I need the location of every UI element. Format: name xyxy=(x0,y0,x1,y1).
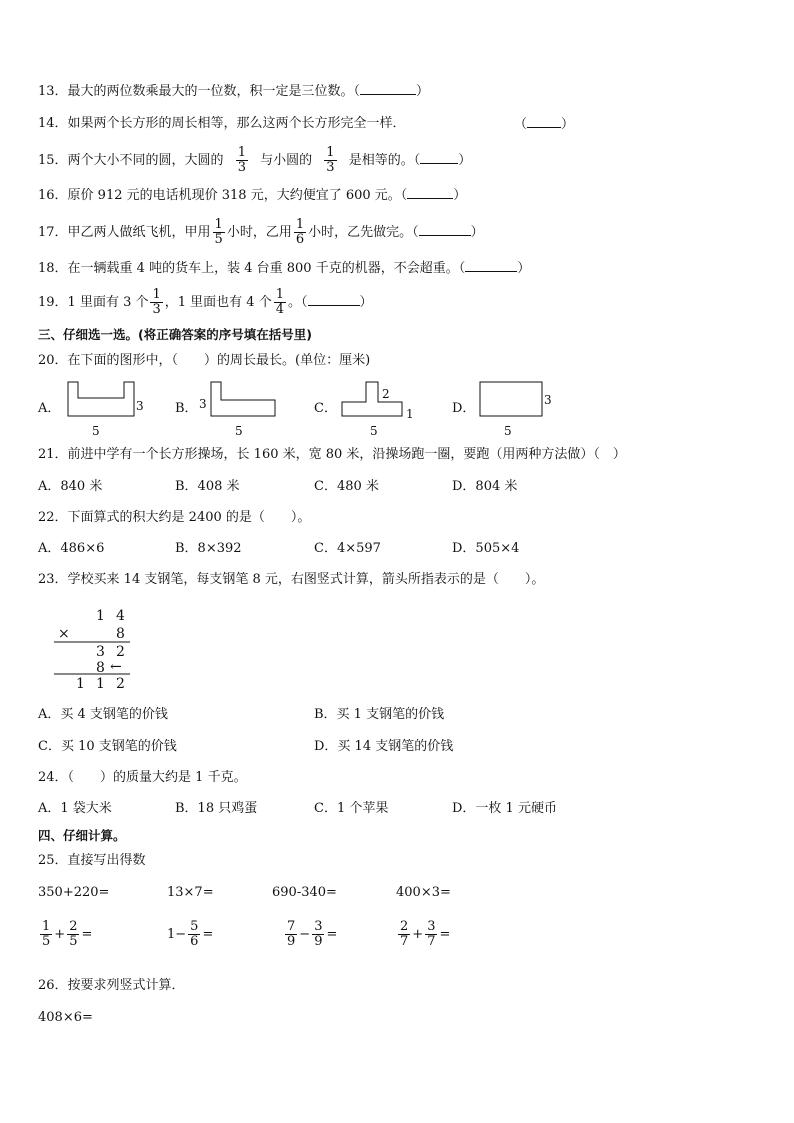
figure-a xyxy=(62,378,142,440)
option-c-label[interactable]: C． xyxy=(314,401,337,416)
question-text: ，1 里面也有 4 个 xyxy=(164,295,272,310)
question-24: 24．（ ）的质量大约是 1 千克。 xyxy=(38,770,247,785)
figure-label: 5 xyxy=(504,424,512,438)
denominator: 9 xyxy=(314,934,323,949)
fraction xyxy=(40,920,52,949)
numerator: 2 xyxy=(400,919,409,934)
numerator: 1 xyxy=(237,145,246,160)
section-heading: 四、仔细计算。 xyxy=(38,828,126,843)
digit: 8 xyxy=(116,626,125,642)
option-b[interactable]: B．408 米 xyxy=(175,479,240,494)
question-text: 14．如果两个长方形的周长相等，那么这两个长方形完全一样． xyxy=(38,116,406,131)
denominator: 7 xyxy=(400,934,409,949)
multiply-sign: × xyxy=(58,626,70,642)
figure-label: 5 xyxy=(235,424,243,438)
option-c[interactable]: C．买 10 支钢笔的价钱 xyxy=(38,739,177,754)
question-text: 13．最大的两位数乘最大的一位数，积一定是三位数。（ xyxy=(38,84,361,99)
question-text: 与小圆的 xyxy=(260,153,313,168)
option-d-label[interactable]: D． xyxy=(452,401,476,416)
figure-c xyxy=(336,378,426,440)
operand: 1− xyxy=(167,927,187,942)
numerator: 1 xyxy=(214,217,223,232)
option-a[interactable]: A．840 米 xyxy=(38,479,103,494)
digit: 2 xyxy=(116,644,125,660)
digit: 8 xyxy=(96,660,105,676)
question-25: 25．直接写出得数 xyxy=(38,853,146,868)
answer-blank[interactable] xyxy=(527,115,561,128)
figure-label: 2 xyxy=(382,387,390,401)
numerator: 1 xyxy=(295,217,305,232)
close-paren: ） xyxy=(458,153,472,168)
question-13 xyxy=(38,82,429,101)
equals: = xyxy=(81,927,93,942)
numerator: 1 xyxy=(152,287,161,302)
fraction xyxy=(274,288,286,317)
figure-label: 3 xyxy=(544,393,552,407)
question-19 xyxy=(38,288,373,317)
option-a[interactable]: A．486×6 xyxy=(38,541,105,556)
figure-label: 3 xyxy=(199,397,207,411)
numerator: 3 xyxy=(314,919,323,934)
calc-item[interactable]: 400×3= xyxy=(396,885,451,900)
option-c[interactable]: C．4×597 xyxy=(314,541,381,556)
denominator: 3 xyxy=(152,302,161,317)
close-paren: ） xyxy=(416,84,430,99)
denominator: 3 xyxy=(326,160,335,175)
question-17 xyxy=(38,218,484,247)
figure-label: 1 xyxy=(406,407,414,421)
answer-blank[interactable] xyxy=(420,151,458,164)
close-paren: ） xyxy=(517,261,531,276)
question-text: 是相等的。（ xyxy=(348,153,421,168)
fraction xyxy=(188,920,200,949)
digit: 1 xyxy=(76,676,85,692)
question-15 xyxy=(38,146,471,175)
answer-blank[interactable] xyxy=(407,186,453,199)
calc-item[interactable]: 350+220= xyxy=(38,885,110,900)
numerator: 5 xyxy=(190,919,199,934)
section-heading: 三、仔细选一选。(将正确答案的序号填在括号里) xyxy=(38,327,312,342)
question-text: 17．甲乙两人做纸飞机，甲用 xyxy=(38,225,211,240)
answer-blank[interactable] xyxy=(465,259,517,272)
numerator: 2 xyxy=(69,919,78,934)
numerator: 1 xyxy=(42,919,51,934)
denominator: 5 xyxy=(214,232,223,247)
fraction xyxy=(324,146,336,175)
fraction xyxy=(150,288,162,317)
fraction-calc[interactable] xyxy=(396,920,450,949)
fraction-calc[interactable] xyxy=(167,920,213,949)
question-14-answer xyxy=(514,115,574,134)
question-26: 26．按要求列竖式计算． xyxy=(38,978,185,993)
option-b-label[interactable]: B． xyxy=(175,401,198,416)
option-c[interactable]: C．1 个苹果 xyxy=(314,801,389,816)
figure-label: 5 xyxy=(370,424,378,438)
figure-label: 5 xyxy=(92,424,100,438)
option-b[interactable]: B．8×392 xyxy=(175,541,242,556)
operator: − xyxy=(299,927,311,942)
question-23: 23．学校买来 14 支钢笔，每支钢笔 8 元，右图竖式计算，箭头所指表示的是（ ）。 xyxy=(38,572,545,587)
fraction xyxy=(285,920,297,949)
denominator: 6 xyxy=(295,232,305,247)
operator: + xyxy=(412,927,424,942)
question-text: 。（ xyxy=(288,295,308,310)
digit: 4 xyxy=(116,608,125,624)
close-paren: ） xyxy=(470,225,484,240)
question-21: 21．前进中学有一个长方形操场，长 160 米，宽 80 米，沿操场跑一圈，要跑（用两种方法做）（ ） xyxy=(38,447,626,462)
numerator: 1 xyxy=(275,287,284,302)
option-c[interactable]: C．480 米 xyxy=(314,479,379,494)
figure-d xyxy=(474,378,564,440)
option-a-label[interactable]: A． xyxy=(38,401,61,416)
fraction xyxy=(312,920,324,949)
open-paren: （ xyxy=(514,117,528,132)
denominator: 9 xyxy=(287,934,296,949)
fraction xyxy=(67,920,79,949)
option-a[interactable]: A．1 袋大米 xyxy=(38,801,112,816)
calc-item[interactable]: 408×6= xyxy=(38,1010,93,1025)
calc-item[interactable]: 13×7= xyxy=(167,885,214,900)
digit: 1 xyxy=(96,676,105,692)
arrow-icon: ← xyxy=(110,659,122,675)
question-16 xyxy=(38,186,466,205)
fraction xyxy=(294,218,306,247)
question-22: 22．下面算式的积大约是 2400 的是（ ）。 xyxy=(38,510,311,525)
denominator: 7 xyxy=(427,934,436,949)
question-text: 16．原价 912 元的电话机现价 318 元，大约便宜了 600 元。（ xyxy=(38,188,408,203)
option-d[interactable]: D．804 米 xyxy=(452,479,518,494)
fraction xyxy=(398,920,410,949)
option-b[interactable]: B．买 1 支钢笔的价钱 xyxy=(314,707,445,722)
question-text: 小时，乙用 xyxy=(226,225,292,240)
calc-item[interactable]: 690-340= xyxy=(272,885,337,900)
option-b[interactable]: B．18 只鸡蛋 xyxy=(175,801,258,816)
question-text: 18．在一辆载重 4 吨的货车上，装 4 台重 800 千克的机器，不会超重。（ xyxy=(38,261,466,276)
close-paren: ） xyxy=(561,117,575,132)
denominator: 5 xyxy=(69,934,78,949)
fraction xyxy=(425,920,437,949)
fraction-calc[interactable] xyxy=(38,920,92,949)
equals: = xyxy=(439,927,451,942)
fraction xyxy=(213,218,225,247)
question-text: 19．1 里面有 3 个 xyxy=(38,295,149,310)
question-20: 20．在下面的图形中，（ ）的周长最长。(单位：厘米) xyxy=(38,353,371,368)
numerator: 7 xyxy=(287,919,296,934)
equals: = xyxy=(326,927,338,942)
operator: + xyxy=(54,927,66,942)
vertical-calculation xyxy=(50,604,140,690)
answer-blank[interactable] xyxy=(360,82,416,95)
digit: 2 xyxy=(116,676,125,692)
option-d[interactable]: D．买 14 支钢笔的价钱 xyxy=(314,739,454,754)
digit: 1 xyxy=(96,608,105,624)
digit: 3 xyxy=(96,644,105,660)
answer-blank[interactable] xyxy=(419,223,471,236)
question-text: 15．两个大小不同的圆，大圆的 xyxy=(38,153,224,168)
option-a[interactable]: A．买 4 支钢笔的价钱 xyxy=(38,707,168,722)
close-paren: ） xyxy=(453,188,467,203)
numerator: 1 xyxy=(326,145,335,160)
question-18 xyxy=(38,259,530,278)
fraction-calc[interactable] xyxy=(283,920,337,949)
option-d[interactable]: D．一枚 1 元硬币 xyxy=(452,801,557,816)
denominator: 4 xyxy=(275,302,284,317)
denominator: 6 xyxy=(190,934,199,949)
question-text: 小时，乙先做完。（ xyxy=(308,225,419,240)
figure-label: 3 xyxy=(136,399,144,413)
equals: = xyxy=(202,927,214,942)
fraction xyxy=(236,146,248,175)
answer-blank[interactable] xyxy=(308,293,360,306)
denominator: 5 xyxy=(42,934,51,949)
denominator: 3 xyxy=(237,160,246,175)
question-14 xyxy=(38,115,406,133)
figure-b xyxy=(195,378,285,440)
close-paren: ） xyxy=(359,295,373,310)
option-d[interactable]: D．505×4 xyxy=(452,541,520,556)
numerator: 3 xyxy=(427,919,436,934)
